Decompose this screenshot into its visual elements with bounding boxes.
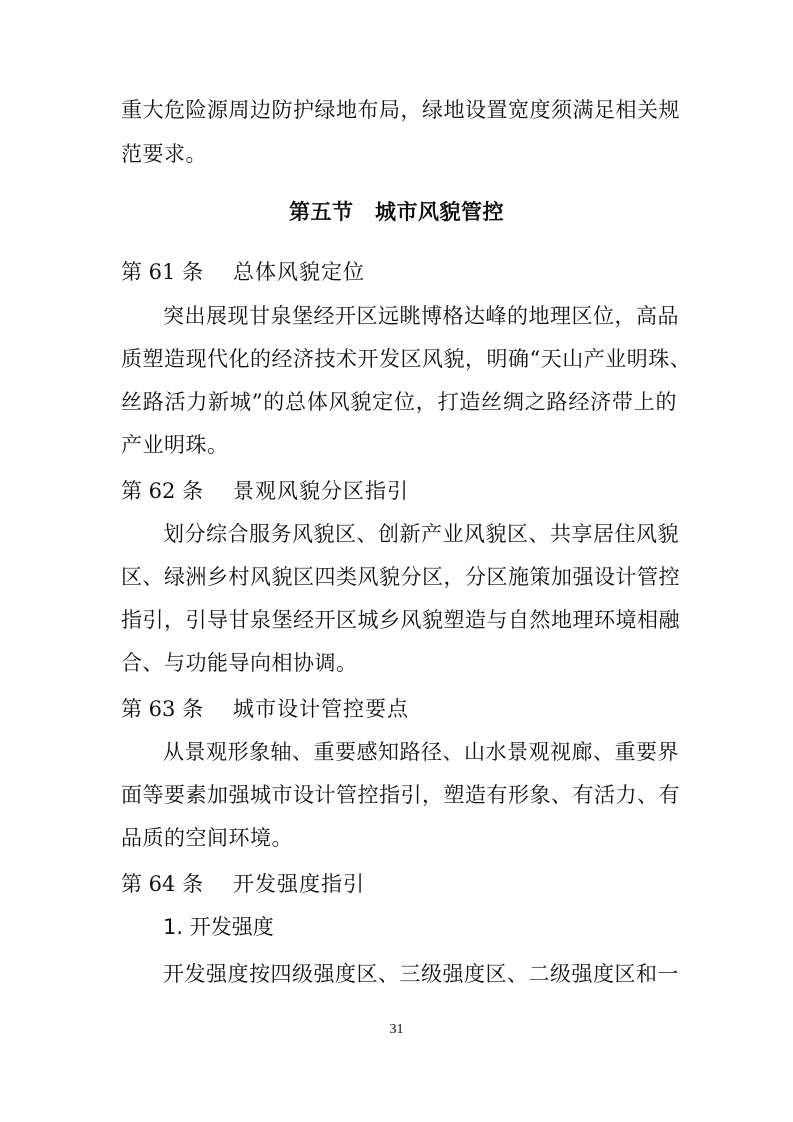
article-number: 第 62 条 — [121, 479, 204, 503]
article-title: 开发强度指引 — [233, 872, 365, 896]
article-63-heading — [121, 695, 409, 723]
article-title: 城市设计管控要点 — [233, 697, 409, 721]
article-number: 第 63 条 — [121, 697, 204, 721]
subitem-title: 开发强度 — [189, 915, 274, 939]
intro-line-2: 范要求。 — [121, 142, 207, 166]
article-61-line-2: 质塑造现代化的经济技术开发区风貌，明确“天山产业明珠、 — [121, 347, 692, 371]
article-62-line-1: 划分综合服务风貌区、创新产业风貌区、共享居住风貌 — [163, 522, 679, 546]
article-63-line-1: 从景观形象轴、重要感知路径、山水景观视廊、重要界 — [163, 740, 679, 764]
article-62-heading — [121, 477, 409, 505]
article-62-line-3: 指引，引导甘泉堡经开区城乡风貌塑造与自然地理环境相融 — [121, 608, 680, 632]
article-63-line-3: 品质的空间环境。 — [121, 826, 293, 850]
article-61-line-1: 突出展现甘泉堡经开区远眺博格达峰的地理区位，高品 — [163, 304, 679, 328]
article-63-line-2: 面等要素加强城市设计管控指引，塑造有形象、有活力、有 — [121, 783, 680, 807]
subitem-number: 1. — [163, 915, 184, 939]
article-61-line-4: 产业明珠。 — [121, 433, 229, 457]
section-title: 第五节 城市风貌管控 — [289, 200, 504, 224]
subitem-heading — [163, 913, 274, 941]
article-number: 第 64 条 — [121, 872, 204, 896]
article-61-heading — [121, 258, 365, 286]
article-62-line-4: 合、与功能导向相协调。 — [121, 651, 358, 675]
article-64-line-1: 开发强度按四级强度区、三级强度区、二级强度区和一 — [163, 962, 679, 986]
article-number: 第 61 条 — [121, 260, 204, 284]
article-title: 总体风貌定位 — [233, 260, 365, 284]
page-number: 31 — [389, 1022, 404, 1037]
article-64-heading — [121, 870, 365, 898]
intro-line-1: 重大危险源周边防护绿地布局，绿地设置宽度须满足相关规 — [121, 98, 680, 122]
article-61-line-3: 丝路活力新城”的总体风貌定位，打造丝绸之路经济带上的 — [121, 390, 677, 414]
article-title: 景观风貌分区指引 — [233, 479, 409, 503]
article-62-line-2: 区、绿洲乡村风貌区四类风貌分区，分区施策加强设计管控 — [121, 565, 680, 589]
